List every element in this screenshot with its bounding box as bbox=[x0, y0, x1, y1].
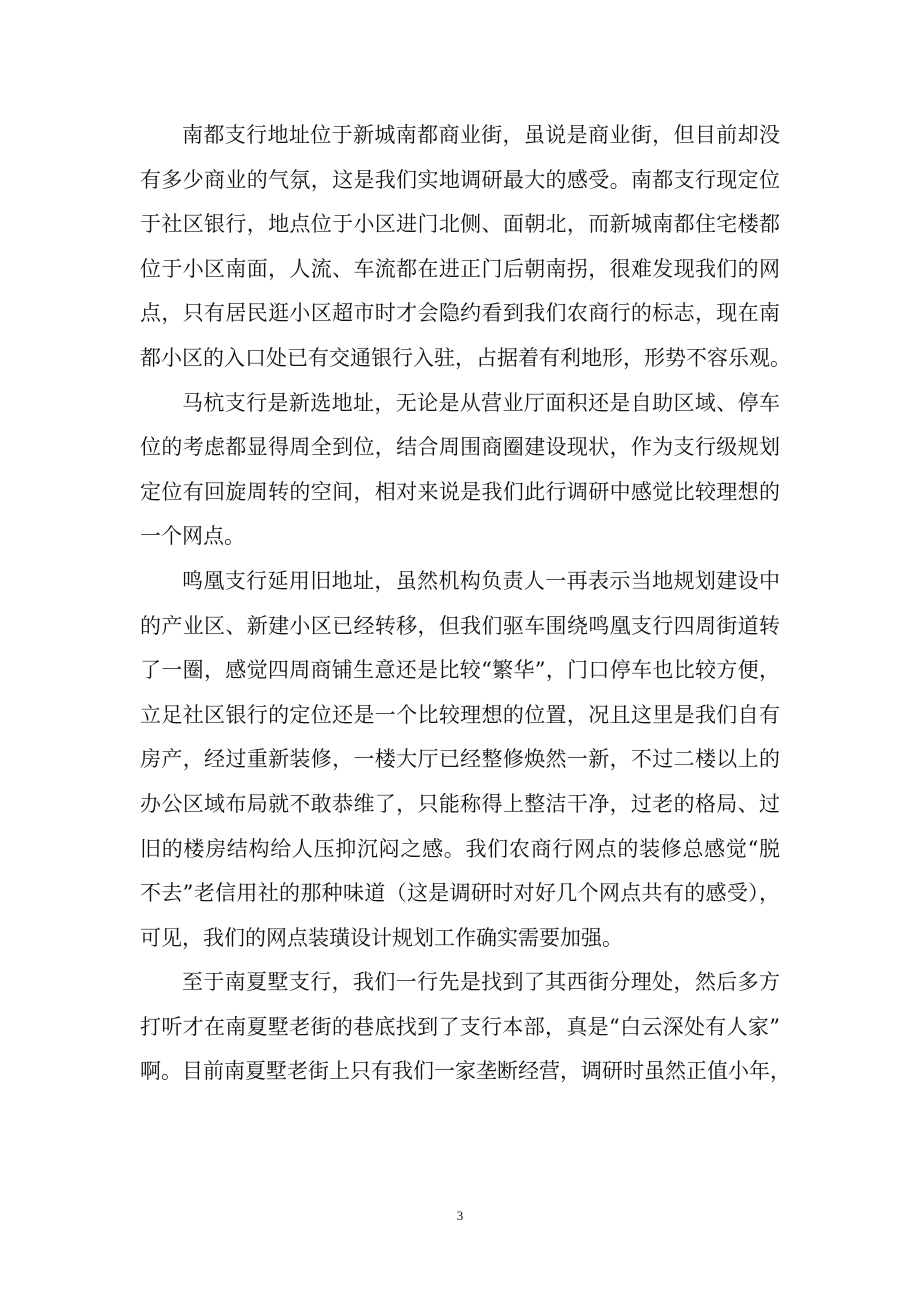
paragraph-line: 鸣凰支行延用旧地址，虽然机构负责人一再表示当地规划建设中 bbox=[182, 568, 780, 593]
paragraph-line: 打听才在南夏墅老街的巷底找到了支行本部，真是“白云深处有人家” bbox=[140, 1014, 780, 1039]
paragraph-line: 点，只有居民逛小区超市时才会隐约看到我们农商行的标志，现在南 bbox=[140, 301, 780, 326]
paragraph-line: 办公区域布局就不敢恭维了，只能称得上整洁干净，过老的格局、过 bbox=[140, 791, 780, 816]
paragraph-line: 至于南夏墅支行，我们一行先是找到了其西街分理处，然后多方 bbox=[182, 970, 780, 995]
paragraph-line: 可见，我们的网点装璜设计规划工作确实需要加强。 bbox=[140, 925, 623, 950]
paragraph-line: 旧的楼房结构给人压抑沉闷之感。我们农商行网点的装修总感觉“脱 bbox=[140, 836, 780, 861]
body-text bbox=[140, 113, 791, 1094]
paragraph-line: 啊。目前南夏墅老街上只有我们一家垄断经营，调研时虽然正值小年， bbox=[140, 1059, 791, 1084]
paragraph-line: 房产，经过重新装修，一楼大厅已经整修焕然一新，不过二楼以上的 bbox=[140, 747, 780, 772]
paragraph-line: 立足社区银行的定位还是一个比较理想的位置，况且这里是我们自有 bbox=[140, 702, 780, 727]
paragraph-line: 不去”老信用社的那种味道（这是调研时对好几个网点共有的感受）， bbox=[140, 881, 780, 906]
paragraph-line: 位于小区南面，人流、车流都在进正门后朝南拐，很难发现我们的网 bbox=[140, 256, 780, 281]
paragraph-line: 了一圈，感觉四周商铺生意还是比较“繁华”，门口停车也比较方便， bbox=[140, 658, 780, 683]
paragraph-line: 都小区的入口处已有交通银行入驻，占据着有利地形，形势不容乐观。 bbox=[140, 345, 791, 370]
paragraph-line: 有多少商业的气氛，这是我们实地调研最大的感受。南都支行现定位 bbox=[140, 167, 780, 192]
paragraph-line: 位的考虑都显得周全到位，结合周围商圈建设现状，作为支行级规划 bbox=[140, 435, 780, 460]
page-number: 3 bbox=[456, 1208, 464, 1223]
paragraph-line: 定位有回旋周转的空间，相对来说是我们此行调研中感觉比较理想的 bbox=[140, 479, 780, 504]
paragraph-line: 于社区银行，地点位于小区进门北侧、面朝北，而新城南都住宅楼都 bbox=[140, 212, 780, 237]
paragraph-line: 南都支行地址位于新城南都商业街，虽说是商业街，但目前却没 bbox=[182, 123, 780, 147]
paragraph-line: 马杭支行是新选地址，无论是从营业厅面积还是自助区域、停车 bbox=[182, 390, 780, 415]
paragraph-line: 的产业区、新建小区已经转移，但我们驱车围绕鸣凰支行四周街道转 bbox=[140, 613, 780, 638]
paragraph-line: 一个网点。 bbox=[140, 524, 245, 549]
